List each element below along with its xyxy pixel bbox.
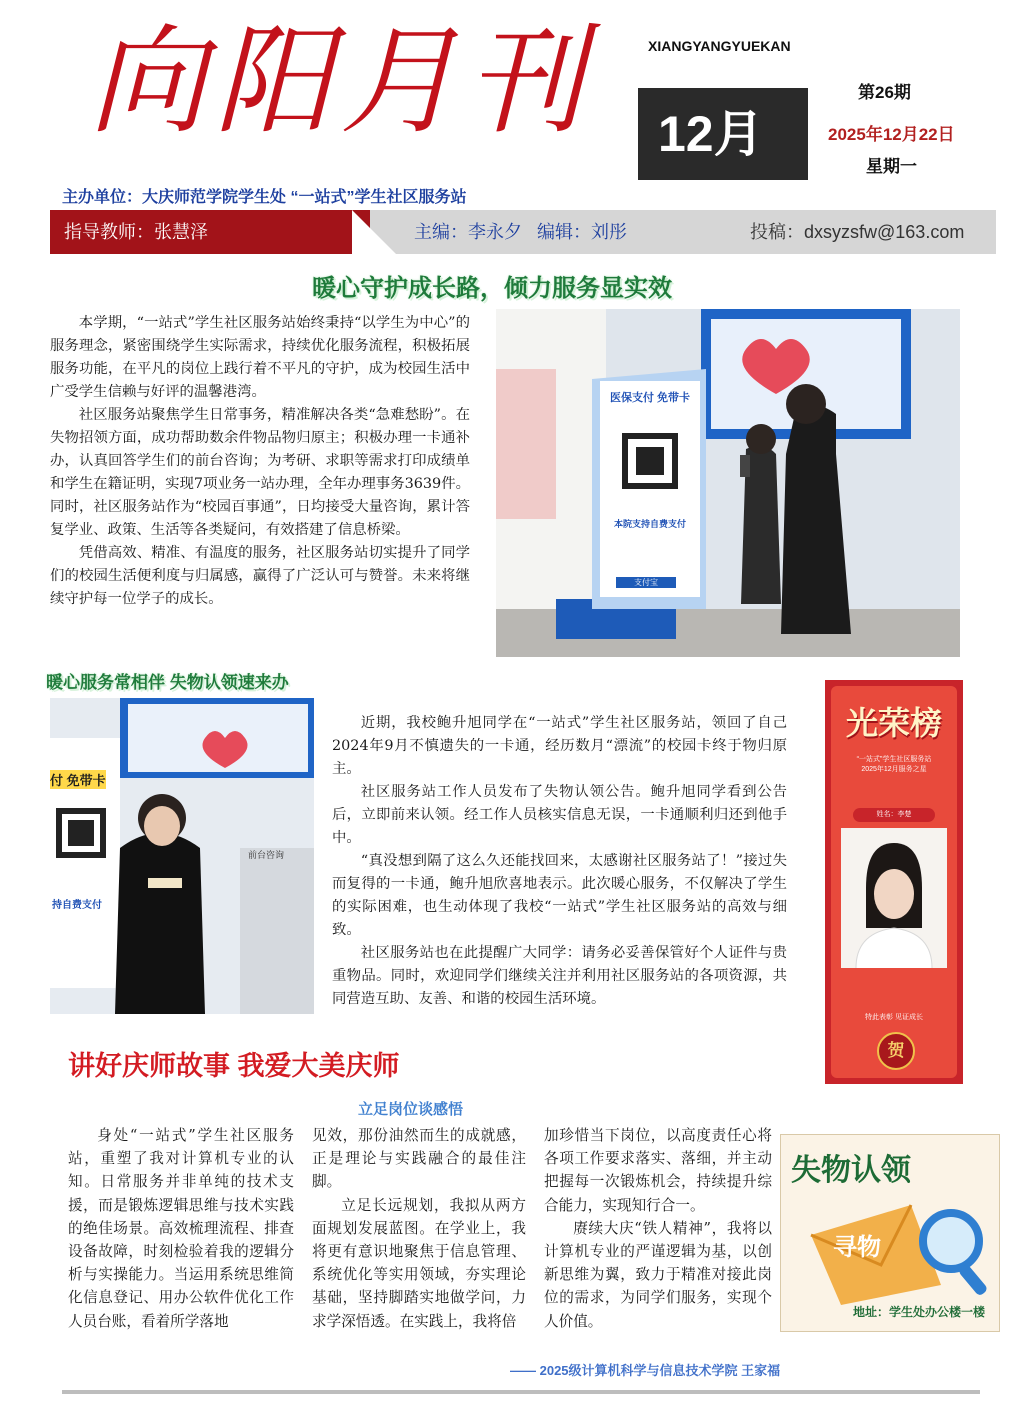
article3-subhead: 立足岗位谈感悟 bbox=[358, 1101, 464, 1118]
article2-photo bbox=[50, 698, 314, 1014]
month-badge: 12月 bbox=[638, 88, 808, 180]
submission-email: 投稿：dxsyzsfw@163.com bbox=[750, 222, 965, 242]
editors-label: 主编：李永夕 编辑：刘彤 bbox=[414, 222, 628, 242]
honor-footer: 特此表彰 见证成长 bbox=[865, 1014, 923, 1021]
article1-paragraph: 凭借高效、精准、有温度的服务，社区服务站切实提升了同学们的校园生活便利度与归属感，赢得了广泛认可与赞誉。未来将继续守护每一位学子的成长。 bbox=[50, 545, 470, 607]
article3-column-1 bbox=[68, 1124, 294, 1333]
issue-number: 第26期 bbox=[858, 83, 911, 102]
article2-paragraph: “真没想到隔了这么久还能找回来，太感谢社区服务站了！”接过失而复得的一卡通，鲍升旭欣喜地表示。此次暖心服务，不仅解决了学生的实际困难，也生动体现了我校“一站式”学生社区服务站的高效与细致。 bbox=[332, 853, 787, 938]
article1-headline: 暖心守护成长路，倾力服务显实效 bbox=[312, 275, 672, 302]
masthead-title: 向阳月刊 bbox=[88, 12, 593, 150]
article3-paragraph: 见效，那份油然而生的成就感，正是理论与实践融合的最佳注脚。 bbox=[312, 1127, 526, 1191]
lost-found-title: 失物认领 bbox=[791, 1154, 911, 1187]
envelope-magnifier-icon bbox=[801, 1195, 991, 1305]
lost-found-poster bbox=[780, 1134, 1000, 1332]
article2-body bbox=[332, 712, 787, 1011]
bottom-rule bbox=[62, 1390, 980, 1394]
sponsor-line: 主办单位：大庆师范学院学生处 “一站式”学生社区服务站 bbox=[62, 189, 467, 206]
honor-caption-2: 2025年12月服务之星 bbox=[861, 766, 927, 773]
issue-date: 2025年12月22日 bbox=[828, 125, 955, 144]
article1-paragraph: 本学期，“一站式”学生社区服务站始终秉持“以学生为中心”的服务理念，紧密围绕学生实际需求，持续优化服务流程，积极拓展服务功能，在平凡的岗位上践行着不平凡的守护，成为校园生活中广受学生信赖与好评的温馨港湾。 bbox=[50, 315, 470, 400]
article3-paragraph: 身处“一站式”学生社区服务站，重塑了我对计算机专业的认知。日常服务并非单纯的技术支援，而是锻炼逻辑思维与技术实践的绝佳场景。高效梳理流程、排查设备故障，时刻检验着我的逻辑分析与实操能力。当运用系统思维简化信息登记、用办公软件优化工作人员台账，看着所学落地 bbox=[68, 1127, 294, 1330]
photo-sign-title: 医保支付 免带卡 bbox=[609, 392, 691, 404]
article3-section-head: 讲好庆师故事 我爱大美庆师 bbox=[68, 1051, 400, 1081]
masthead-pinyin: XIANGYANGYUEKAN bbox=[648, 38, 791, 54]
article2-paragraph: 近期，我校鲍升旭同学在“一站式”学生社区服务站，领回了自己2024年9月不慎遗失的一卡通，经历数月“漂流”的校园卡终于物归原主。 bbox=[332, 715, 787, 777]
article3-byline: —— 2025级计算机科学与信息技术学院 王家福 bbox=[510, 1363, 781, 1378]
honor-seal: 贺 bbox=[877, 1032, 915, 1070]
service-desk-photo bbox=[496, 309, 960, 657]
honor-board bbox=[825, 680, 963, 1084]
photo-counter-sign: 前台咨询 bbox=[248, 850, 285, 860]
honor-portrait bbox=[841, 828, 947, 968]
honor-title: 光荣榜 bbox=[845, 704, 942, 742]
honor-name: 姓名：李楚 bbox=[853, 808, 935, 822]
advisor-label: 指导教师：张慧泽 bbox=[64, 222, 208, 242]
photo-sign-text: 付 免带卡 bbox=[50, 770, 106, 789]
portrait-image bbox=[841, 828, 947, 968]
issue-weekday: 星期一 bbox=[866, 157, 917, 176]
article2-paragraph: 社区服务站工作人员发布了失物认领公告。鲍升旭同学看到公告后，立即前来认领。经工作人员核实信息无误，一卡通顺利归还到他手中。 bbox=[332, 784, 787, 846]
article2-headline: 暖心服务常相伴 失物认领速来办 bbox=[46, 673, 289, 692]
article1-body bbox=[50, 312, 470, 611]
article1-photo bbox=[496, 309, 960, 657]
article3-column-2 bbox=[312, 1124, 526, 1333]
article3-paragraph: 加珍惜当下岗位，以高度责任心将各项工作要求落实、落细，并主动把握每一次锻炼机会，持续提升综合能力，实现知行合一。 bbox=[544, 1127, 772, 1214]
photo-sign-sub-2: 持自费支付 bbox=[52, 900, 102, 911]
article3-paragraph: 赓续大庆“铁人精神”，我将以计算机专业的严谨逻辑为基，以创新思维为翼，致力于精准对接此岗位的需求，为同学们服务，实现个人价值。 bbox=[544, 1219, 772, 1330]
photo-sign-brand: 支付宝 bbox=[616, 577, 676, 588]
lost-found-stamp: 寻物 bbox=[833, 1234, 881, 1261]
lost-found-address: 地址：学生处办公楼一楼 bbox=[853, 1305, 986, 1319]
article3-column-3 bbox=[544, 1124, 772, 1333]
photo-sign-sub: 本院支持自费支付 bbox=[613, 519, 686, 529]
article1-paragraph: 社区服务站聚焦学生日常事务，精准解决各类“急难愁盼”。在失物招领方面，成功帮助数余件物品物归原主；积极办理一卡通补办，认真回答学生们的前台咨询；为考研、求职等需求打印成绩单和学生在籍证明，实现7项业务一站办理，全年办理事务3639件。同时，社区服务站作为“校园百事通”，日均接受大量咨询，累计答复学业、政策、生活等各类疑问，有效搭建了信息桥梁。 bbox=[50, 407, 470, 538]
article3-paragraph: 立足长远规划，我拟从两方面规划发展蓝图。在学业上，我将更有意识地聚焦于信息管理、系统优化等实用领域，夯实理论基础，坚持脚踏实地做学问，力求学深悟透。在实践上，我将倍 bbox=[312, 1196, 526, 1330]
article2-paragraph: 社区服务站也在此提醒广大同学：请务必妥善保管好个人证件与贵重物品。同时，欢迎同学们继续关注并利用社区服务站的各项资源，共同营造互助、友善、和谐的校园生活环境。 bbox=[332, 945, 787, 1007]
honor-caption-1: “一站式”学生社区服务站 bbox=[856, 756, 932, 763]
